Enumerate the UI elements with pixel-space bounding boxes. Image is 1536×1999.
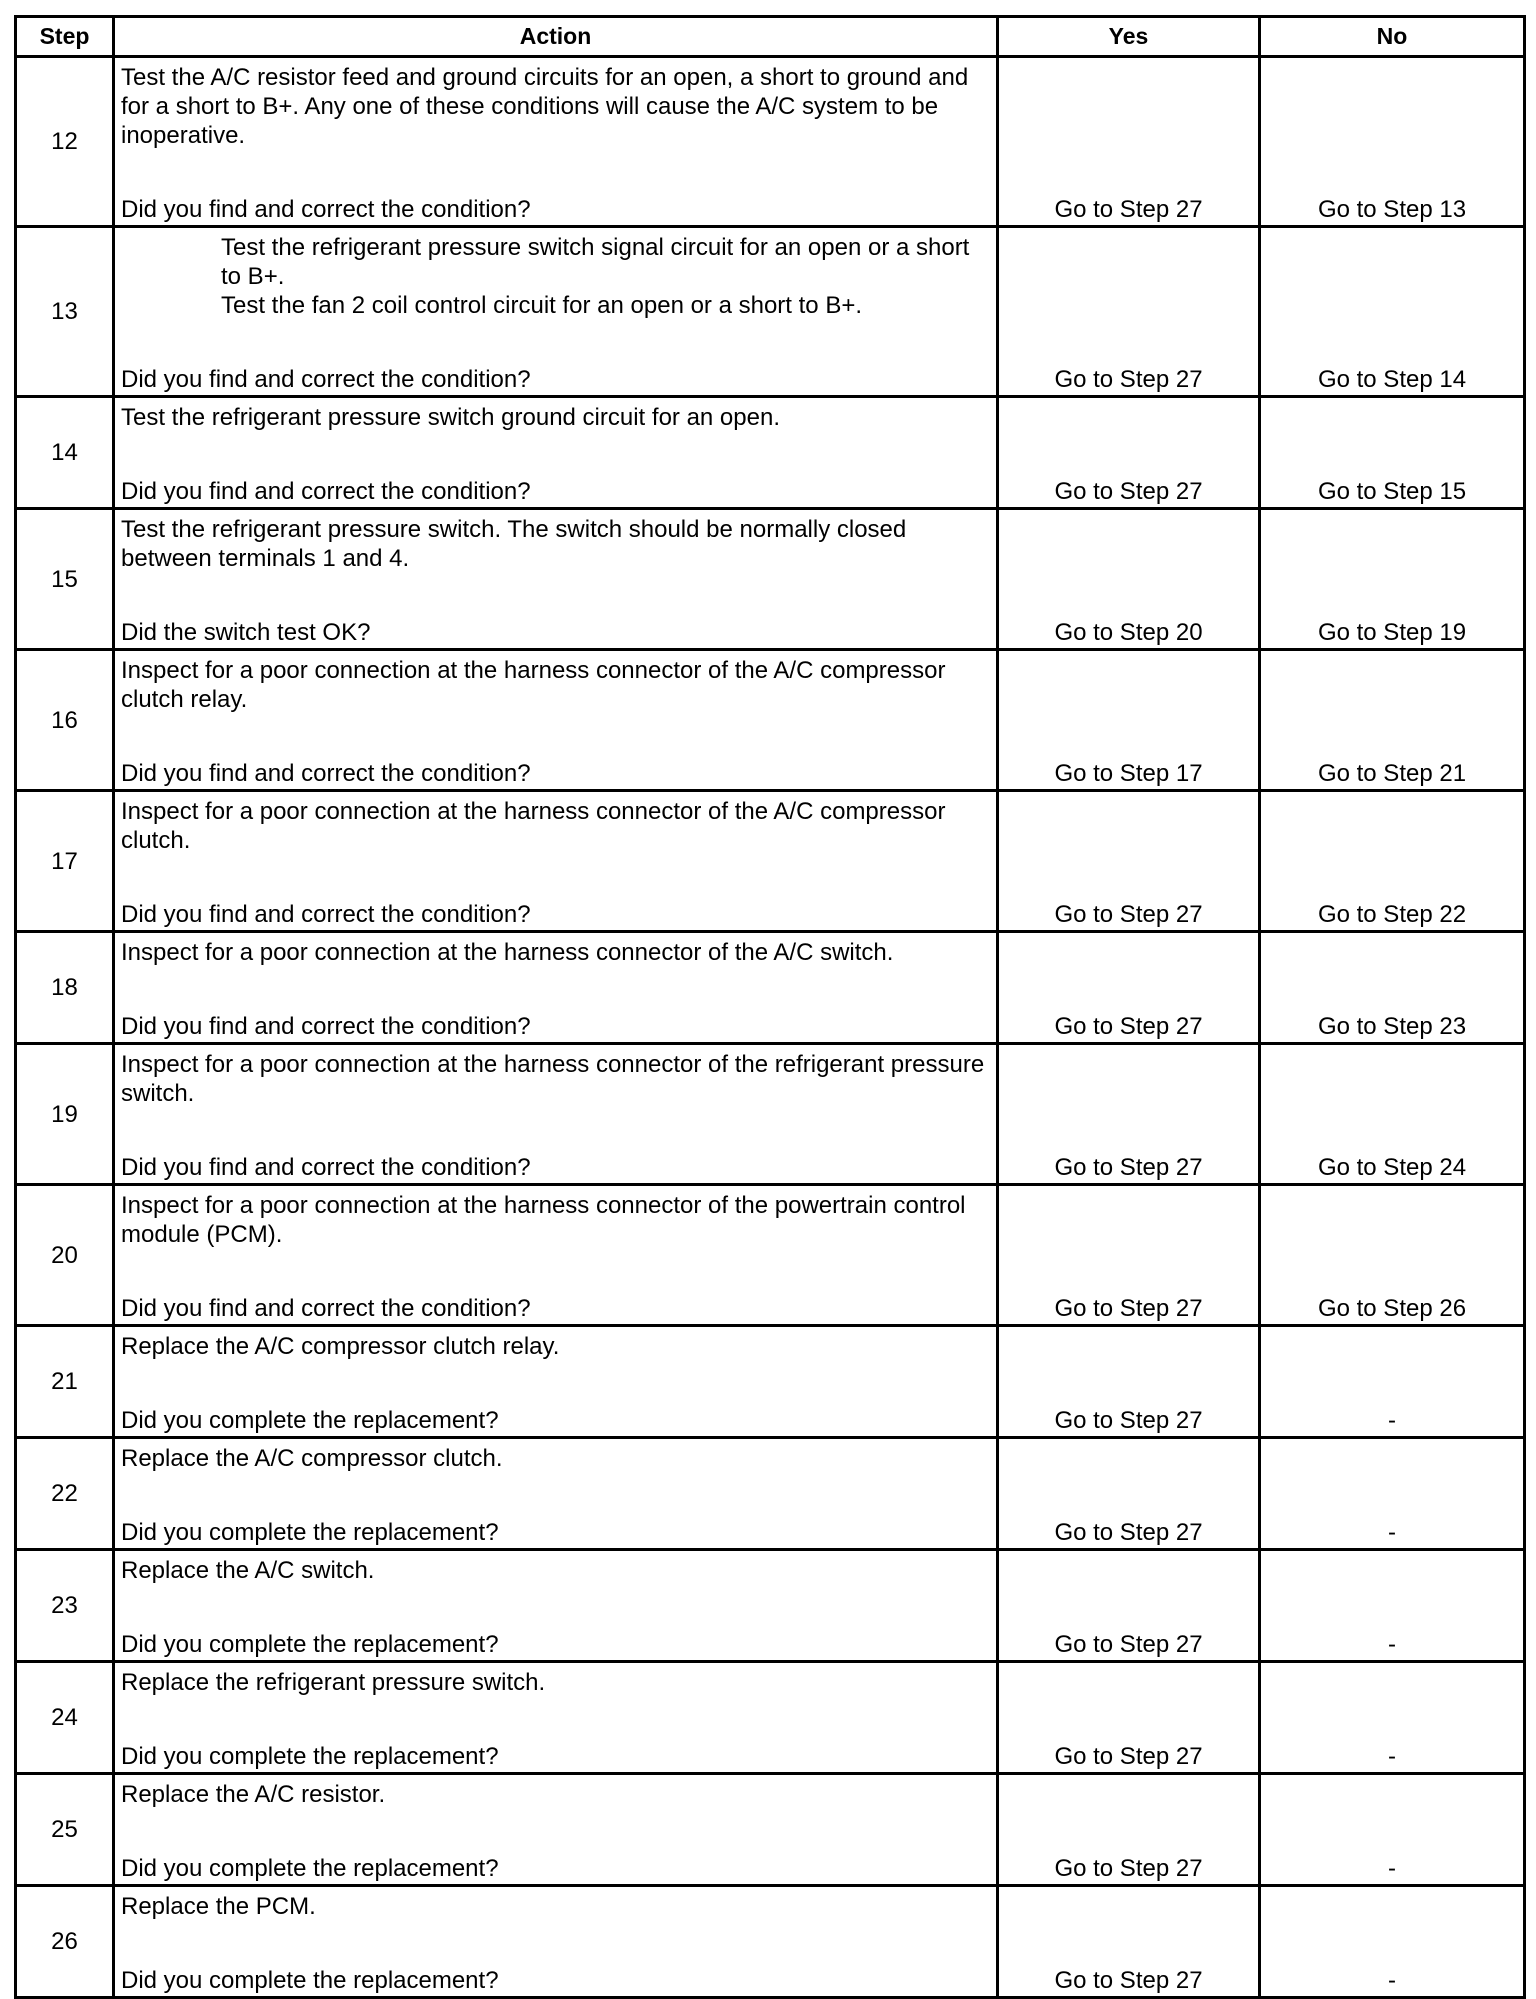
action-text: Replace the A/C resistor. [121,1781,386,1808]
table-row [16,57,1525,227]
yes-result: Go to Step 27 [998,1326,1260,1438]
table-row [16,932,1525,1044]
table-row [16,1044,1525,1185]
step-number: 22 [16,1438,114,1550]
yes-result: Go to Step 20 [998,509,1260,650]
table-row [16,650,1525,791]
action-question: Did you complete the replacement? [121,1407,499,1434]
yes-result: Go to Step 27 [998,1550,1260,1662]
header-action: Action [114,17,998,57]
action-question: Did you find and correct the condition? [121,1154,531,1181]
header-no: No [1260,17,1525,57]
action-text: Test the refrigerant pressure switch ground circuit for an open. [121,404,780,431]
action-question: Did you find and correct the condition? [121,366,531,393]
no-result: - [1260,1550,1525,1662]
action-cell [114,1326,998,1438]
no-result: - [1260,1886,1525,1998]
action-text: Replace the A/C compressor clutch relay. [121,1333,560,1360]
table-row [16,397,1525,509]
yes-result: Go to Step 27 [998,1774,1260,1886]
action-text: Replace the A/C compressor clutch. [121,1445,503,1472]
action-question: Did you complete the replacement? [121,1855,499,1882]
action-cell [114,57,998,227]
no-result: - [1260,1662,1525,1774]
yes-result: Go to Step 27 [998,57,1260,227]
no-result: Go to Step 26 [1260,1185,1525,1326]
action-cell [114,1044,998,1185]
step-number: 19 [16,1044,114,1185]
table-row [16,1185,1525,1326]
step-number: 13 [16,227,114,397]
diagnostic-table [14,15,1526,1999]
action-text: Inspect for a poor connection at the harness connector of the A/C switch. [121,939,894,966]
action-question: Did the switch test OK? [121,619,371,646]
no-result: Go to Step 15 [1260,397,1525,509]
table-row [16,1550,1525,1662]
header-step: Step [16,17,114,57]
action-question: Did you find and correct the condition? [121,901,531,928]
yes-result: Go to Step 27 [998,791,1260,932]
step-number: 16 [16,650,114,791]
action-text: Replace the A/C switch. [121,1557,375,1584]
step-number: 26 [16,1886,114,1998]
action-text: Inspect for a poor connection at the harness connector of the A/C compressor clutch relay. [121,657,946,713]
yes-result: Go to Step 27 [998,227,1260,397]
no-result: Go to Step 19 [1260,509,1525,650]
step-number: 20 [16,1185,114,1326]
action-line: Test the fan 2 coil control circuit for an open or a short to B+. [221,292,863,319]
action-question: Did you complete the replacement? [121,1519,499,1546]
action-question: Did you complete the replacement? [121,1631,499,1658]
table-row [16,1774,1525,1886]
action-line: Test the refrigerant pressure switch signal circuit for an open or a short to B+. [221,234,970,290]
table-row [16,1662,1525,1774]
action-cell [114,397,998,509]
no-result: Go to Step 23 [1260,932,1525,1044]
header-yes: Yes [998,17,1260,57]
yes-result: Go to Step 27 [998,1044,1260,1185]
no-result: - [1260,1774,1525,1886]
action-question: Did you find and correct the condition? [121,196,531,223]
step-number: 25 [16,1774,114,1886]
no-result: - [1260,1438,1525,1550]
action-text: Replace the refrigerant pressure switch. [121,1669,546,1696]
step-number: 21 [16,1326,114,1438]
action-text: Test the A/C resistor feed and ground circuits for an open, a short to ground and for a short to B+. Any one of these conditions will cause the A/C system to be inoperative. [121,64,969,149]
action-text: Inspect for a poor connection at the harness connector of the A/C compressor clutch. [121,798,946,854]
no-result: - [1260,1326,1525,1438]
header-row [16,17,1525,57]
action-text: Inspect for a poor connection at the harness connector of the powertrain control module (PCM). [121,1192,966,1248]
action-cell [114,227,998,397]
action-question: Did you complete the replacement? [121,1967,499,1994]
step-number: 15 [16,509,114,650]
yes-result: Go to Step 27 [998,1886,1260,1998]
action-cell [114,1886,998,1998]
yes-result: Go to Step 27 [998,1438,1260,1550]
action-question: Did you find and correct the condition? [121,1013,531,1040]
table-row [16,1886,1525,1998]
action-text: Inspect for a poor connection at the harness connector of the refrigerant pressure switch. [121,1051,985,1107]
no-result: Go to Step 24 [1260,1044,1525,1185]
action-question: Did you find and correct the condition? [121,760,531,787]
step-number: 18 [16,932,114,1044]
action-cell [114,509,998,650]
action-cell [114,1774,998,1886]
table-row [16,1438,1525,1550]
yes-result: Go to Step 17 [998,650,1260,791]
no-result: Go to Step 13 [1260,57,1525,227]
action-cell [114,932,998,1044]
yes-result: Go to Step 27 [998,397,1260,509]
action-cell [114,791,998,932]
action-cell [114,1550,998,1662]
step-number: 14 [16,397,114,509]
table-row [16,1326,1525,1438]
action-cell [114,1438,998,1550]
step-number: 24 [16,1662,114,1774]
action-question: Did you find and correct the condition? [121,478,531,505]
action-text: Replace the PCM. [121,1893,316,1920]
step-number: 23 [16,1550,114,1662]
table-row [16,791,1525,932]
step-number: 17 [16,791,114,932]
step-number: 12 [16,57,114,227]
action-question: Did you complete the replacement? [121,1743,499,1770]
action-text [121,233,988,320]
yes-result: Go to Step 27 [998,1185,1260,1326]
no-result: Go to Step 21 [1260,650,1525,791]
yes-result: Go to Step 27 [998,932,1260,1044]
action-cell [114,1662,998,1774]
no-result: Go to Step 22 [1260,791,1525,932]
no-result: Go to Step 14 [1260,227,1525,397]
action-text: Test the refrigerant pressure switch. The switch should be normally closed between terminals 1 and 4. [121,516,907,572]
table-row [16,509,1525,650]
action-question: Did you find and correct the condition? [121,1295,531,1322]
table-row [16,227,1525,397]
action-cell [114,1185,998,1326]
action-cell [114,650,998,791]
yes-result: Go to Step 27 [998,1662,1260,1774]
